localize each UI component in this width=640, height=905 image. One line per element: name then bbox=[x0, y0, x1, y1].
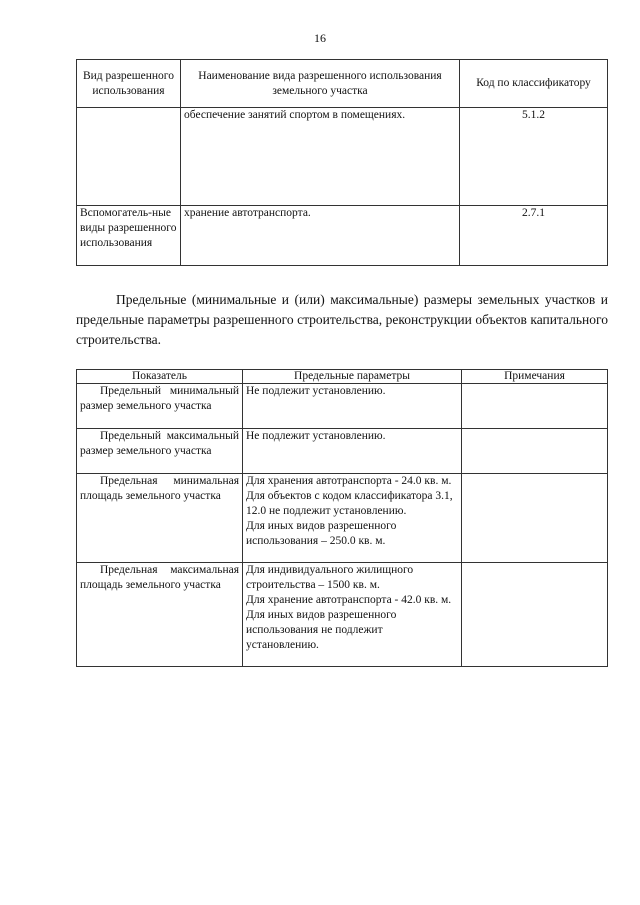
permitted-use-table bbox=[76, 59, 608, 266]
cell-type: Вспомогатель-ные виды разрешенного использования bbox=[77, 206, 181, 266]
param-line: Для хранение автотранспорта - 42.0 кв. м. bbox=[246, 594, 452, 606]
table-header-row bbox=[77, 60, 608, 108]
param-line: Для объектов с кодом классификатора 3.1, 12.0 не подлежит установлению. bbox=[246, 490, 453, 517]
param-line: Для хранения автотранспорта - 24.0 кв. м. bbox=[246, 475, 452, 487]
cell-indicator: Предельная минимальная площадь земельного участка bbox=[77, 474, 243, 563]
limits-paragraph: Предельные (минимальные и (или) максимальные) размеры земельных участков и предельные параметры разрешенного строительства, реконструкции объектов капитального строительства. bbox=[76, 292, 608, 347]
header-params: Предельные параметры bbox=[243, 370, 462, 384]
table-row bbox=[77, 108, 608, 206]
table-row bbox=[77, 429, 608, 474]
header-indicator: Показатель bbox=[77, 370, 243, 384]
cell-indicator: Предельный минимальный размер земельного участка bbox=[77, 384, 243, 429]
cell-type bbox=[77, 108, 181, 206]
cell-code: 2.7.1 bbox=[460, 206, 608, 266]
param-line: Для иных видов разрешенного использования не подлежит установлению. bbox=[246, 609, 397, 651]
param-line: Для индивидуального жилищного строительства – 1500 кв. м. bbox=[246, 564, 414, 591]
header-notes: Примечания bbox=[462, 370, 608, 384]
cell-indicator: Предельная максимальная площадь земельного участка bbox=[77, 563, 243, 667]
cell-notes bbox=[462, 384, 608, 429]
cell-code: 5.1.2 bbox=[460, 108, 608, 206]
table-row bbox=[77, 474, 608, 563]
cell-params bbox=[243, 474, 462, 563]
table-row bbox=[77, 206, 608, 266]
cell-name: обеспечение занятий спортом в помещениях. bbox=[181, 108, 460, 206]
cell-name: хранение автотранспорта. bbox=[181, 206, 460, 266]
limit-parameters-table bbox=[76, 369, 608, 667]
header-code: Код по классификатору bbox=[460, 60, 608, 108]
cell-indicator: Предельный максимальный размер земельного участка bbox=[77, 429, 243, 474]
cell-params bbox=[243, 563, 462, 667]
param-line: Для иных видов разрешенного использования – 250.0 кв. м. bbox=[246, 520, 397, 547]
table-header-row bbox=[77, 370, 608, 384]
table-row bbox=[77, 563, 608, 667]
page-number: 16 bbox=[314, 31, 326, 45]
header-type: Вид разрешенного использования bbox=[77, 60, 181, 108]
header-name: Наименование вида разрешенного использования земельного участка bbox=[181, 60, 460, 108]
cell-params: Не подлежит установлению. bbox=[243, 384, 462, 429]
cell-notes bbox=[462, 474, 608, 563]
cell-params: Не подлежит установлению. bbox=[243, 429, 462, 474]
table-row bbox=[77, 384, 608, 429]
cell-notes bbox=[462, 563, 608, 667]
cell-notes bbox=[462, 429, 608, 474]
